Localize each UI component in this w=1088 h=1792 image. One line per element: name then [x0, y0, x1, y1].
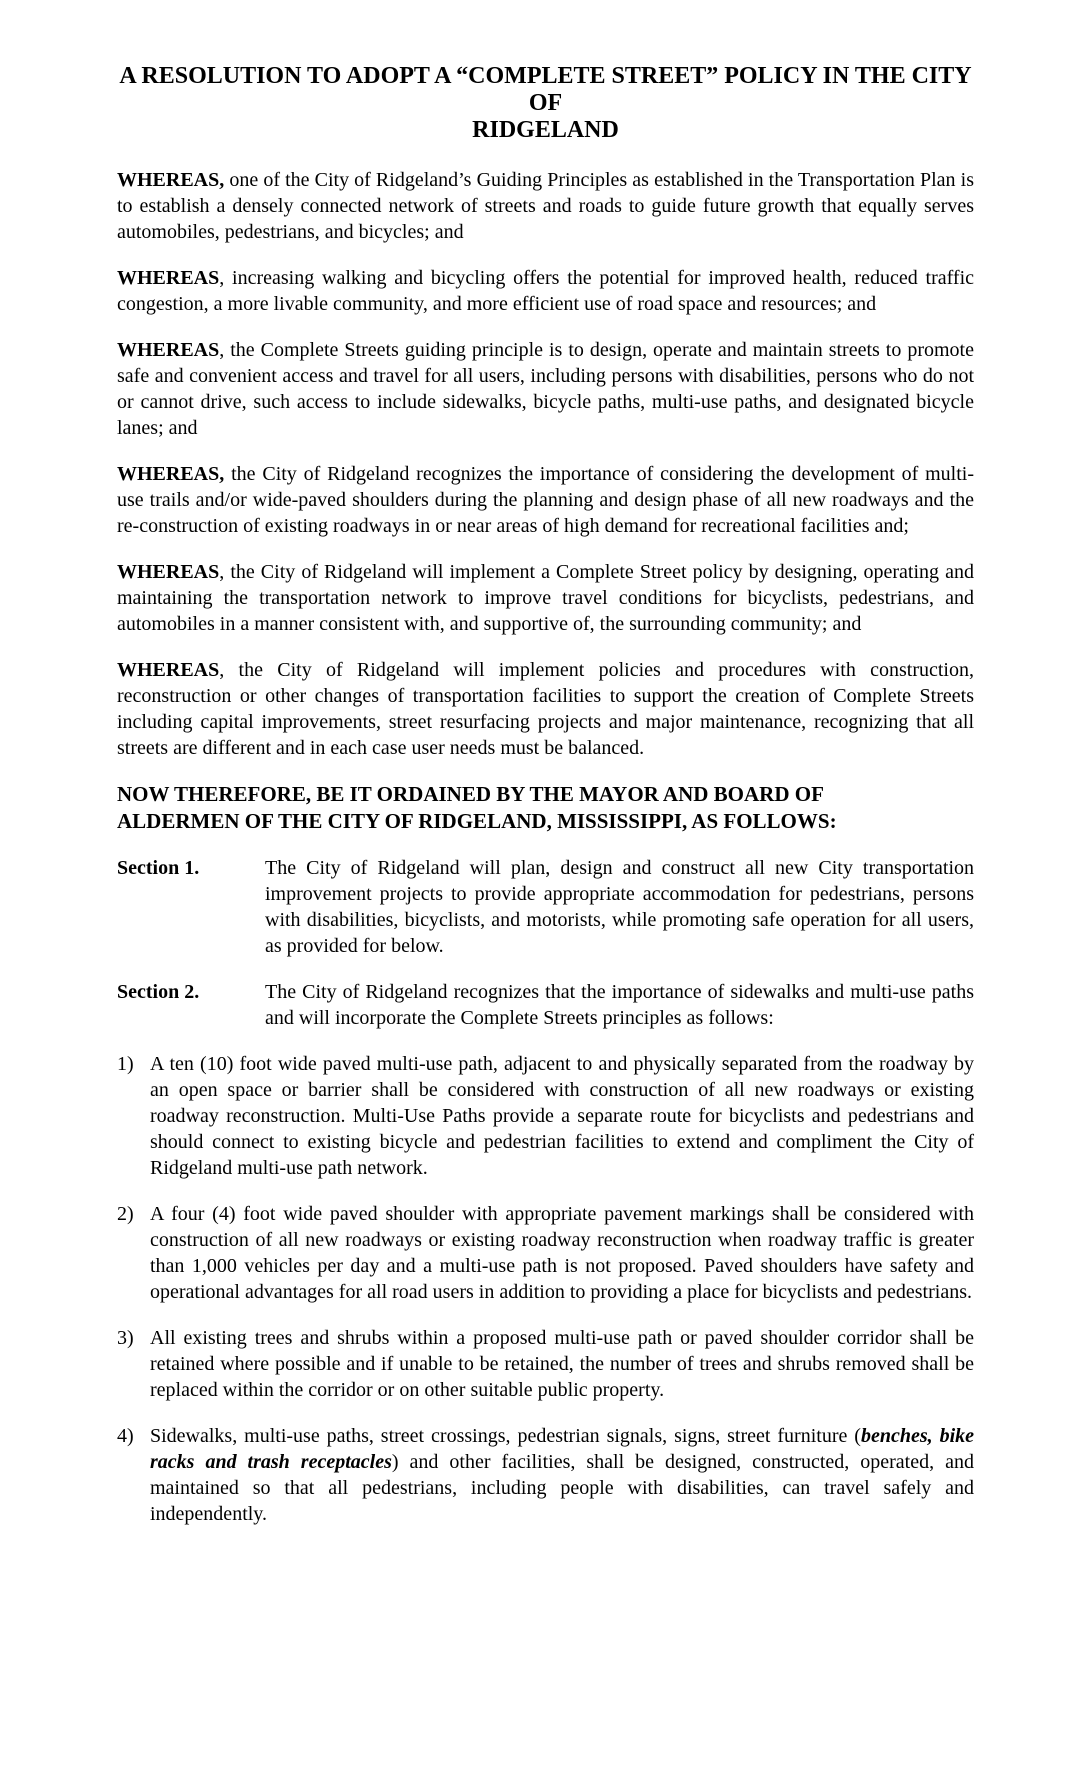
title-line-1: A RESOLUTION TO ADOPT A “COMPLETE STREET” POLICY IN THE CITY OF — [119, 63, 972, 116]
whereas-lead: WHEREAS — [117, 267, 220, 289]
section-2-label: Section 2. — [117, 981, 200, 1003]
section-1-text: The City of Ridgeland will plan, design and construct all new City transportation improvement projects to provide appropriate accommodation for pedestrians, persons with disabilities, bicyclists, and motorists, while promoting safe operation for all users, as provided for below. — [265, 857, 974, 957]
numbered-item-3 — [117, 1325, 974, 1403]
whereas-lead: WHEREAS — [117, 339, 220, 361]
item-3-number: 3) — [117, 1327, 134, 1349]
numbered-item-1 — [117, 1051, 974, 1181]
whereas-lead: WHEREAS, — [117, 463, 225, 485]
whereas-paragraph-4 — [117, 461, 974, 539]
item-4-number: 4) — [117, 1425, 134, 1447]
document-title — [117, 63, 974, 144]
section-2-text: The City of Ridgeland recognizes that the importance of sidewalks and multi-use paths and will incorporate the Complete Streets principles as follows: — [265, 981, 974, 1029]
title-line-2: RIDGELAND — [472, 117, 619, 143]
whereas-text: the City of Ridgeland recognizes the importance of considering the development of multi-use trails and/or wide-paved shoulders during the planning and design phase of all new roadways and the re-construction of existing roadways in or near areas of high demand for recreational facilities and; — [117, 463, 974, 537]
whereas-text: , increasing walking and bicycling offers the potential for improved health, reduced traffic congestion, a more livable community, and more efficient use of road space and resources; and — [117, 267, 974, 315]
whereas-lead: WHEREAS — [117, 561, 220, 583]
item-4-text: Sidewalks, multi-use paths, street crossings, pedestrian signals, signs, street furniture ( — [150, 1425, 861, 1447]
section-1-label: Section 1. — [117, 857, 200, 879]
item-4-text-after: ) and other facilities, shall be designed, constructed, operated, and maintained so that all pedestrians, including people with disabilities, can travel safely and independently. — [150, 1451, 974, 1525]
whereas-text: , the City of Ridgeland will implement policies and procedures with construction, reconstruction or other changes of transportation facilities to support the creation of Complete Streets including capital improvements, street resurfacing projects and major maintenance, recognizing that all streets are different and in each case user needs must be balanced. — [117, 659, 974, 759]
whereas-paragraph-6 — [117, 657, 974, 761]
whereas-text: one of the City of Ridgeland’s Guiding Principles as established in the Transportation Plan is to establish a densely connected network of streets and roads to guide future growth that equally serves automobiles, pedestrians, and bicycles; and — [117, 169, 974, 243]
whereas-text: , the City of Ridgeland will implement a Complete Street policy by designing, operating and maintaining the transportation network to improve travel conditions for bicyclists, pedestrians, and automobiles in a manner consistent with, and supportive of, the surrounding community; and — [117, 561, 974, 635]
item-2-number: 2) — [117, 1203, 134, 1225]
ordained-heading — [117, 781, 974, 835]
whereas-paragraph-3 — [117, 337, 974, 441]
item-1-number: 1) — [117, 1053, 134, 1075]
section-1 — [117, 855, 974, 959]
whereas-lead: WHEREAS, — [117, 169, 225, 191]
numbered-item-2 — [117, 1201, 974, 1305]
whereas-paragraph-5 — [117, 559, 974, 637]
item-2-text: A four (4) foot wide paved shoulder with appropriate pavement markings shall be considered with construction of all new roadways or existing roadway reconstruction when roadway traffic is greater than 1,000 vehicles per day and a multi-use path is not proposed. Paved shoulders have safety and operational advantages for all road users in addition to providing a place for bicyclists and pedestrians. — [150, 1203, 974, 1303]
numbered-item-4 — [117, 1423, 974, 1527]
ordained-heading-line-2: ALDERMEN OF THE CITY OF RIDGELAND, MISSISSIPPI, AS FOLLOWS: — [117, 809, 837, 833]
item-4-italic-text: benches, bike racks and trash receptacles — [150, 1425, 975, 1473]
whereas-paragraph-1 — [117, 167, 974, 245]
section-2 — [117, 979, 974, 1031]
whereas-paragraph-2 — [117, 265, 974, 317]
whereas-lead: WHEREAS — [117, 659, 220, 681]
whereas-text: , the Complete Streets guiding principle is to design, operate and maintain streets to promote safe and convenient access and travel for all users, including persons with disabilities, persons who do not or cannot drive, such access to include sidewalks, bicycle paths, multi-use paths, and designated bicycle lanes; and — [117, 339, 974, 439]
item-1-text: A ten (10) foot wide paved multi-use path, adjacent to and physically separated from the roadway by an open space or barrier shall be considered with construction of all new roadways or existing roadway reconstruction. Multi-Use Paths provide a separate route for bicyclists and pedestrians and should connect to existing bicycle and pedestrian facilities to extend and compliment the City of Ridgeland multi-use path network. — [150, 1053, 974, 1179]
item-3-text: All existing trees and shrubs within a proposed multi-use path or paved shoulder corridor shall be retained where possible and if unable to be retained, the number of trees and shrubs removed shall be replaced within the corridor or on other suitable public property. — [150, 1327, 974, 1401]
ordained-heading-line-1: NOW THEREFORE, BE IT ORDAINED BY THE MAYOR AND BOARD OF — [117, 782, 824, 806]
